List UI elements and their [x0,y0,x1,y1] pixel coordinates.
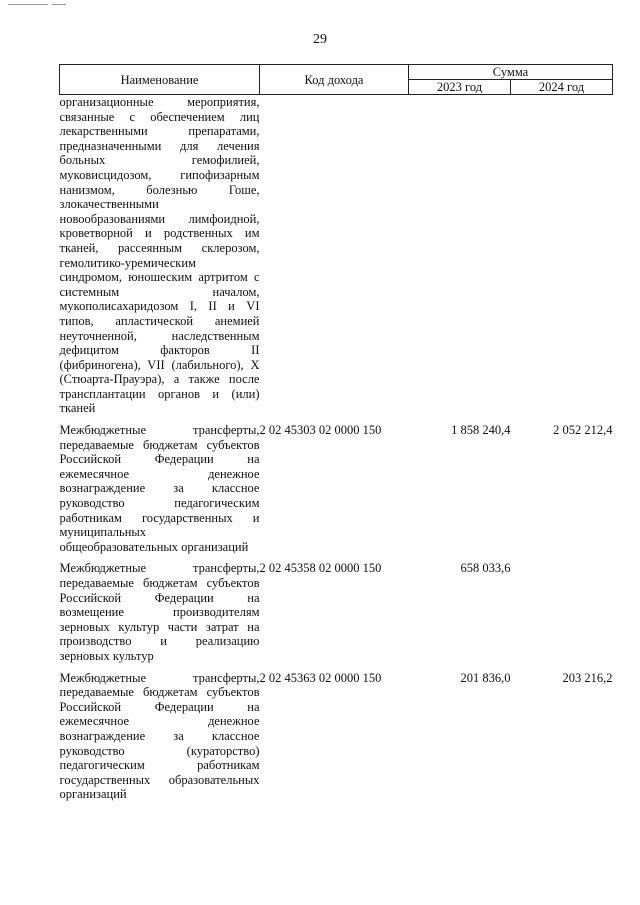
row-value-2024: 2 052 212,4 [553,423,613,438]
page-number: 29 [313,32,327,47]
row-value-2023: 658 033,6 [460,561,511,576]
row-name: Межбюджетные трансферты, передаваемые бюджетам субъектов Российской Федерации на ежемесячное денежное вознаграждение за классное руководство (кураторство) педагогическим работникам государственных образовательных организаций [59,670,260,802]
row-code: 2 02 45358 02 0000 150 [259,561,382,576]
scan-artifact [8,4,48,5]
row-name: организационные мероприятия, связанные с обеспечением лиц лекарственными препаратами, предназначенными для лечения больных гемофилией, муковисцидозом, гипофизарным нанизмом, болезнью Гоше, злокачественными новообразованиями лимфоидной, кроветворной и родственных им тканей, рассеянным склерозом, гемолитико-уремическим синдромом, юношеским артритом с системным началом, мукополисахаридозом I, II и VI типов, апластической анемией неуточненной, наследственным дефицитом факторов II (фибриногена), VII (лабильного), X (Стюарта-Прауэра), а также после трансплантации органов и (или) тканей [59,95,260,416]
header-code: Код дохода [260,65,409,95]
row-value-2023: 1 858 240,4 [451,423,511,438]
row-code [260,95,409,417]
income-table [59,64,613,802]
row-value-2024 [511,95,613,417]
row-value-2024 [511,554,613,663]
table-row [60,95,613,417]
row-value-2023 [409,95,511,417]
header-year-2024: 2024 год [511,80,613,95]
table-row [60,664,613,802]
row-name: Межбюджетные трансферты, передаваемые бюджетам субъектов Российской Федерации на ежемесячное денежное вознаграждение за классное руководство педагогическим работникам государственных и муниципальных общеобразовательных организаций [59,423,260,554]
row-code: 2 02 45303 02 0000 150 [259,423,382,438]
header-sum: Сумма [409,65,613,80]
table-row [60,416,613,554]
row-value-2023: 201 836,0 [460,670,511,685]
row-name: Межбюджетные трансферты, передаваемые бюджетам субъектов Российской Федерации на возмещение производителям зерновых культур части затрат на производство и реализацию зерновых культур [59,561,260,663]
header-name: Наименование [60,65,260,95]
row-code: 2 02 45363 02 0000 150 [259,670,382,685]
header-year-2023: 2023 год [409,80,511,95]
table-row [60,554,613,663]
scan-artifact [52,4,66,5]
row-value-2024: 203 216,2 [562,670,613,685]
